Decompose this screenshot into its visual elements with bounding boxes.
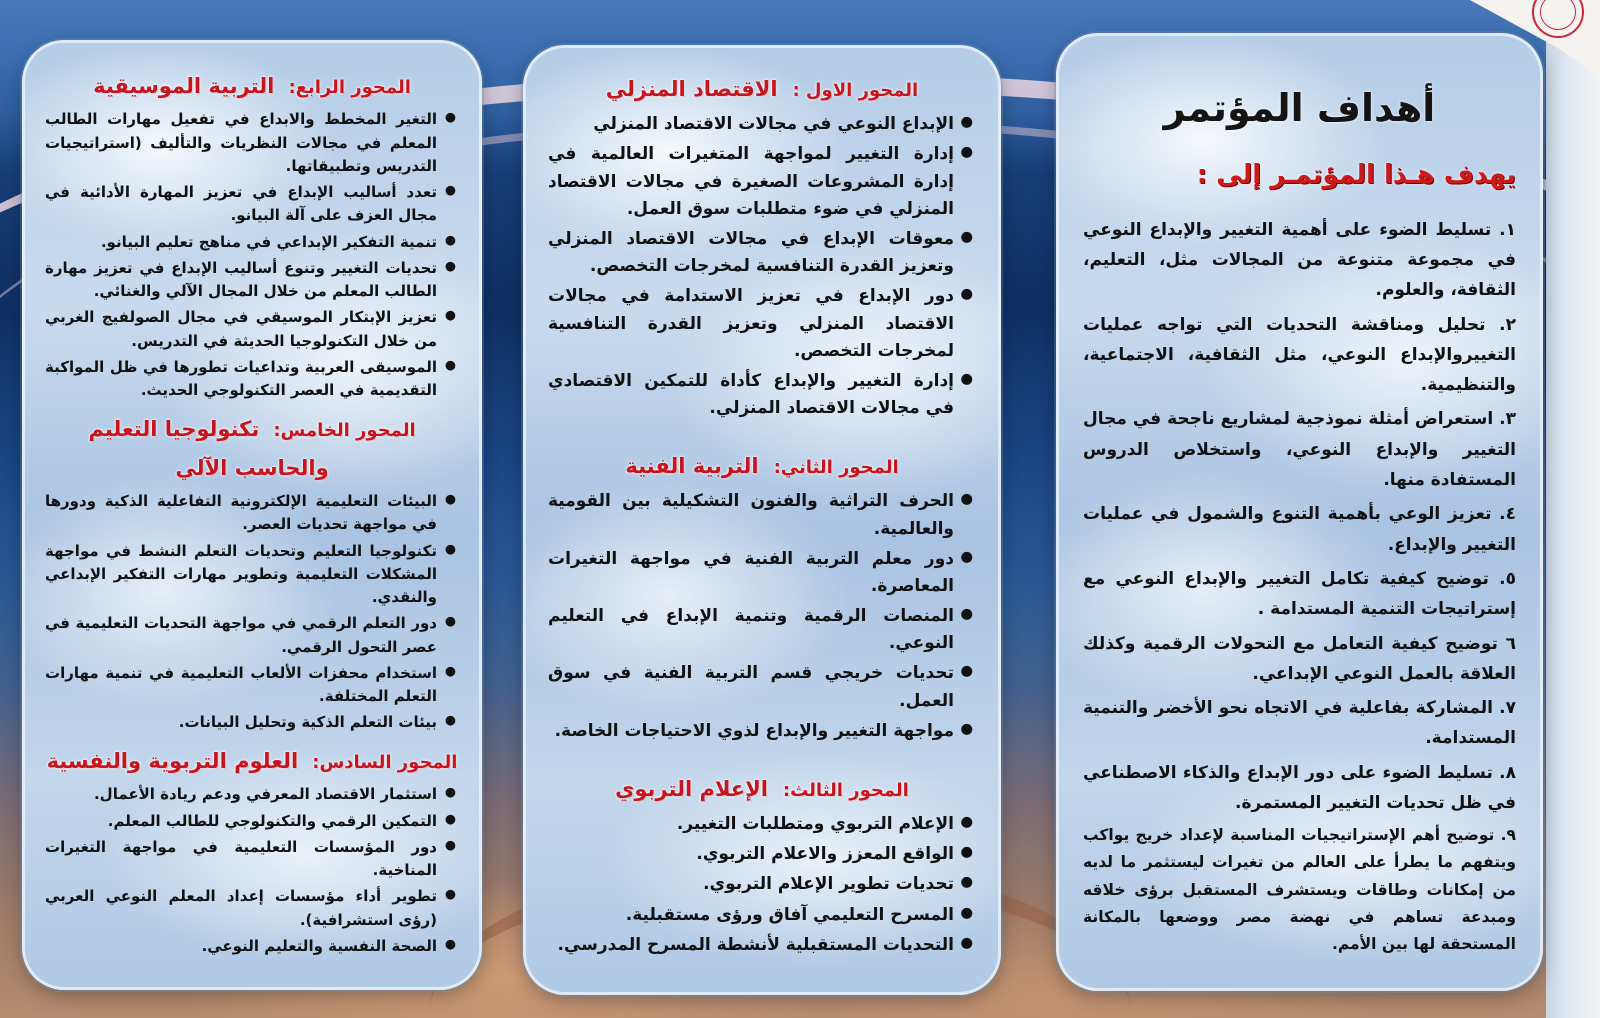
- list-item: ● تحديات تطوير الإعلام التربوي.: [548, 871, 976, 898]
- goal-item: ٦ توضيح كيفية التعامل مع التحولات الرقمية وكذلك العلاقة بالعمل النوعي الإبداعي.: [1083, 633, 1516, 684]
- goal-item: ٩. توضيح أهم الإستراتيجيات المناسبة لإعداد خريج يواكب ويتفهم ما يطرأ على العالم من تغيرات ليستثمر ما لديه من إمكانات وطاقات ويستشرف المستقبل برؤى خلاقه ومبدعة تساهم في نهضة مصر ووضعها بالمكانة المستحقة لها بين الأمم.: [1083, 826, 1516, 953]
- list-item: ● دور التعلم الرقمي في مواجهة التحديات التعليمية في عصر التحول الرقمي.: [45, 612, 459, 659]
- axis-heading: [45, 73, 459, 100]
- panel-axes-1-3: [523, 45, 1001, 995]
- goal-item: ٢. تحليل ومناقشة التحديات التي تواجه عمليات التغييروالإبداع النوعي، مثل الثقافية، الاجتماعية، والتنظيمية.: [1083, 314, 1516, 396]
- list-item: ● المسرح التعليمي آفاق ورؤى مستقبلية.: [548, 902, 976, 929]
- axis-label: المحور الثالث:: [782, 779, 909, 801]
- list-item: ● استخدام محفزات الألعاب التعليمية في تنمية مهارات التعلم المختلفة.: [45, 662, 459, 709]
- axis-section-music: [45, 73, 459, 405]
- axis-label: المحور الرابع:: [288, 77, 411, 98]
- axis-heading: [548, 776, 976, 803]
- axis-subject-continued: والحاسب الآلي: [175, 455, 329, 480]
- list-item: ● دور المؤسسات التعليمية في مواجهة التغيرات المناخية.: [45, 836, 459, 883]
- list-item: ● تحديات خريجي قسم التربية الفنية في سوق العمل.: [548, 660, 976, 714]
- axis-heading: [45, 416, 459, 483]
- goals-list: [1083, 215, 1516, 958]
- goal-item: ٧. المشاركة بفاعلية في الاتجاه نحو الأخضر والتنمية المستدامة.: [1083, 698, 1516, 749]
- bullet-list: [45, 108, 459, 402]
- list-item: ● الموسيقى العربية وتداعيات تطورها في ظل المواكبة التقديمية في العصر التكنولوجي الحديث.: [45, 356, 459, 403]
- list-item: ● مواجهة التغيير والإبداع لذوي الاحتياجات الخاصة.: [548, 718, 976, 745]
- list-item: ● تعدد أساليب الإبداع في تعزيز المهارة الأدائية في مجال العزف على آلة البيانو.: [45, 181, 459, 228]
- axis-section-education-psychology: [45, 748, 459, 961]
- bullet-list: [45, 783, 459, 958]
- bullet-list: [548, 488, 976, 745]
- list-item: ● دور معلم التربية الفنية في مواجهة التغيرات المعاصرة.: [548, 546, 976, 600]
- axis-subject: التربية الفنية: [625, 454, 759, 479]
- list-item: ● تحديات التغيير وتنوع أساليب الإبداع في تعزيز مهارة الطالب المعلم من خلال المجال الآلي والغنائي.: [45, 257, 459, 304]
- axis-subject: تكنولوجيا التعليم: [88, 416, 260, 441]
- list-item: ● تكنولوجيا التعليم وتحديات التعلم النشط في مواجهة المشكلات التعليمية وتطوير مهارات التفكير الإبداعي والنقدي.: [45, 540, 459, 610]
- list-item: ● البيئات التعليمية الإلكترونية التفاعلية الذكية ودورها في مواجهة تحديات العصر.: [45, 490, 459, 537]
- axis-section-art-education: [548, 453, 976, 748]
- list-item: ● تطوير أداء مؤسسات إعداد المعلم النوعي العربي (رؤى استشرافية).: [45, 885, 459, 932]
- page-title: أهداف المؤتمر: [1163, 86, 1436, 130]
- list-item: ● التمكين الرقمي والتكنولوجي للطالب المعلم.: [45, 810, 459, 833]
- panel-conference-goals: [1056, 33, 1543, 991]
- list-item: ● التحديات المستقبلية لأنشطة المسرح المدرسي.: [548, 932, 976, 959]
- goal-item: ٨. تسليط الضوء على دور الإبداع والذكاء الاصطناعي في ظل تحديات التغيير المستمرة.: [1083, 762, 1516, 813]
- paper-edge: [1546, 40, 1600, 1018]
- axis-label: المحور الاول :: [792, 80, 919, 101]
- goal-item: ٤. تعزيز الوعي بأهمية التنوع والشمول في عمليات التغيير والإبداع.: [1083, 504, 1516, 555]
- list-item: ● الإبداع النوعي في مجالات الاقتصاد المنزلي: [548, 111, 976, 138]
- axis-subject: التربية الموسيقية: [93, 74, 275, 98]
- list-item: ● استثمار الاقتصاد المعرفي ودعم ريادة الأعمال.: [45, 783, 459, 806]
- bullet-list: [548, 811, 976, 959]
- axis-subject: الإعلام التربوي: [615, 776, 768, 801]
- list-item: ● الواقع المعزز والاعلام التربوي.: [548, 841, 976, 868]
- list-item: ● المنصات الرقمية وتنمية الإبداع في التعليم النوعي.: [548, 603, 976, 657]
- list-item: ● تنمية التفكير الإبداعي في مناهج تعليم البيانو.: [45, 231, 459, 254]
- axis-subject: الاقتصاد المنزلي: [605, 77, 778, 101]
- list-item: ● الحرف التراثية والفنون التشكيلية بين القومية والعالمية.: [548, 488, 976, 542]
- list-item: ● إدارة التغيير لمواجهة المتغيرات العالمية في إدارة المشروعات الصغيرة في مجالات الاقتصاد المنزلي في ضوء متطلبات سوق العمل.: [548, 141, 976, 223]
- list-item: ● التغير المخطط والابداع في تفعيل مهارات الطالب المعلم في مجالات النظريات والتأليف (استراتيجيات التدريس وتطبيقاتها.: [45, 108, 459, 178]
- bullet-list: [45, 490, 459, 735]
- axis-heading: [45, 748, 459, 775]
- list-item: ● بيئات التعلم الذكية وتحليل البيانات.: [45, 711, 459, 734]
- list-item: ● الصحة النفسية والتعليم النوعي.: [45, 935, 459, 958]
- goal-item: ٥. توضيح كيفية تكامل التغيير والإبداع النوعي مع إستراتيجات التنمية المستدامة .: [1083, 568, 1516, 620]
- axis-label: المحور الخامس:: [273, 419, 416, 441]
- axis-section-educational-media: [548, 776, 976, 962]
- list-item: ● تعزيز الإبتكار الموسيقي في مجال الصولفيج الغربي من خلال التكنولوجيا الحديثة في التدريس.: [45, 306, 459, 353]
- list-item: ● إدارة التغيير والإبداع كأداة للتمكين الاقتصادي في مجالات الاقتصاد المنزلي.: [548, 368, 976, 422]
- list-item: ● الإعلام التربوي ومتطلبات التغيير.: [548, 811, 976, 838]
- axis-heading: [548, 453, 976, 480]
- bullet-list: [548, 111, 976, 422]
- goal-item: ٣. استعراض أمثلة نموذجية لمشاريع ناجحة في مجال التغيير والإبداع النوعي، واستخلاص الدروس المستفادة منها.: [1083, 409, 1516, 490]
- goal-item: ١. تسليط الضوء على أهمية التغيير والإبداع النوعي في مجموعة متنوعة من المجالات مثل، التعليم، الثقافة، والعلوم.: [1083, 219, 1516, 301]
- axis-heading: [548, 76, 976, 103]
- axis-subject: العلوم التربوية والنفسية: [46, 748, 299, 773]
- axis-section-home-economics: [548, 76, 976, 425]
- list-item: ● دور الإبداع في تعزيز الاستدامة في مجالات الاقتصاد المنزلي وتعزيز القدرة التنافسية لمخرجات التخصص.: [548, 283, 976, 365]
- panel-axes-4-6: [22, 40, 482, 990]
- axis-label: المحور السادس:: [312, 751, 458, 773]
- axis-label: المحور الثاني:: [773, 457, 899, 479]
- list-item: ● معوقات الإبداع في مجالات الاقتصاد المنزلي وتعزيز القدرة التنافسية لمخرجات التخصص.: [548, 226, 976, 280]
- axis-section-edtech: [45, 416, 459, 738]
- goals-subtitle: يهدف هـذا المؤتمـر إلى :: [1196, 159, 1516, 190]
